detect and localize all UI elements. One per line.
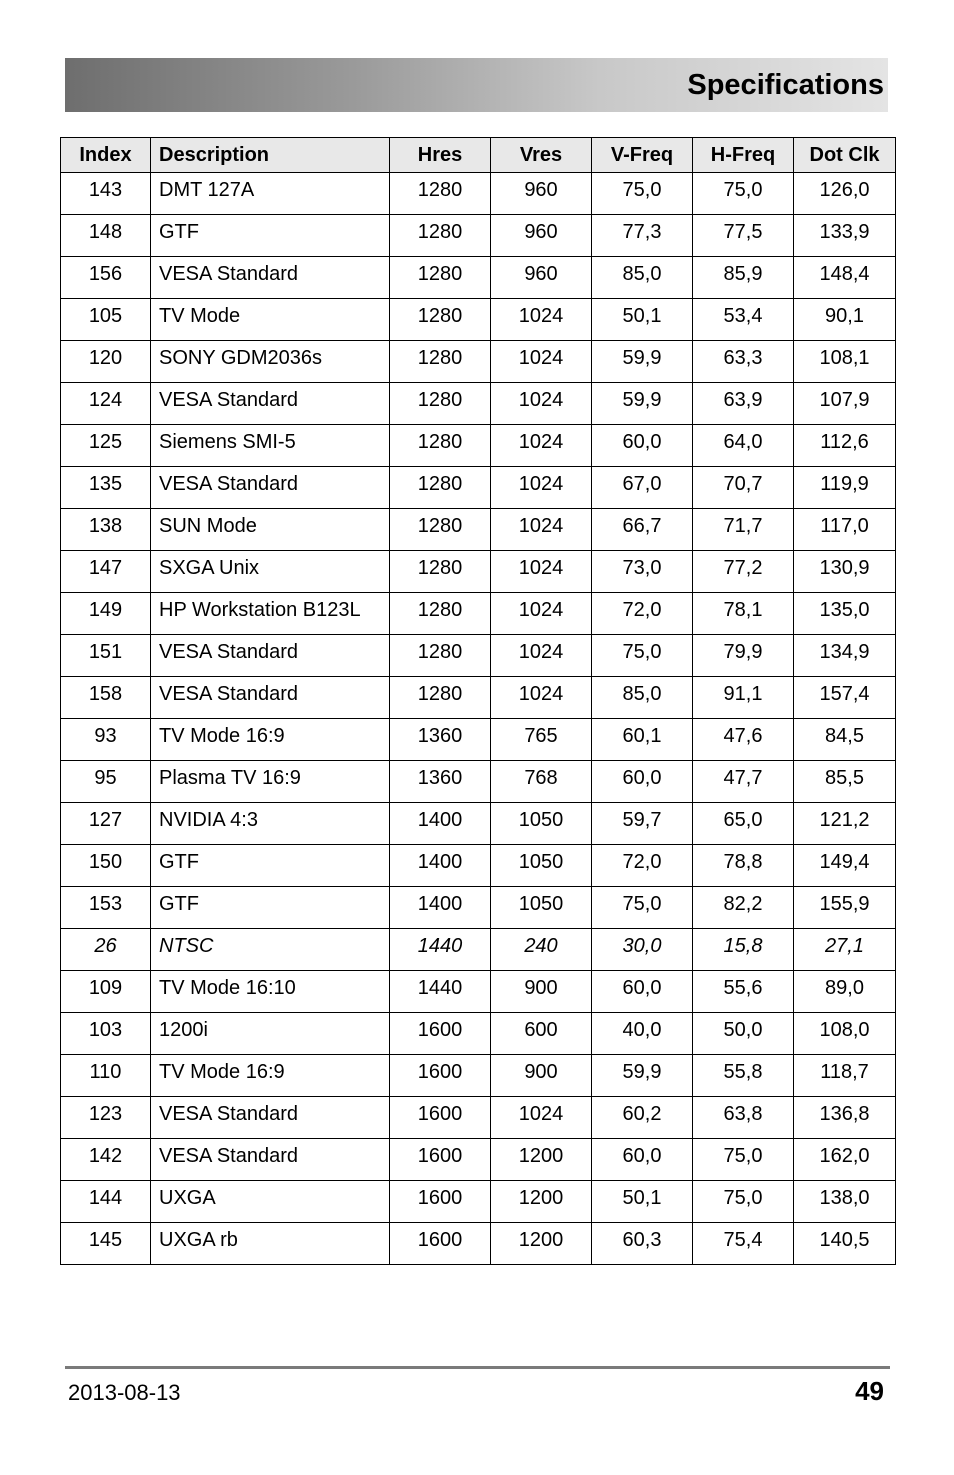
column-header-hfreq: H-Freq — [693, 138, 794, 173]
cell-description: TV Mode — [151, 299, 390, 341]
column-header-vfreq: V-Freq — [592, 138, 693, 173]
cell-vres: 1024 — [491, 383, 592, 425]
cell-vres: 1050 — [491, 887, 592, 929]
cell-index: 124 — [61, 383, 151, 425]
cell-hres: 1600 — [390, 1181, 491, 1223]
cell-hres: 1280 — [390, 341, 491, 383]
cell-vres: 765 — [491, 719, 592, 761]
cell-index: 147 — [61, 551, 151, 593]
cell-dotclk: 133,9 — [794, 215, 896, 257]
cell-vfreq: 59,9 — [592, 341, 693, 383]
cell-dotclk: 121,2 — [794, 803, 896, 845]
cell-index: 144 — [61, 1181, 151, 1223]
cell-hres: 1280 — [390, 593, 491, 635]
cell-hres: 1600 — [390, 1055, 491, 1097]
cell-vres: 1024 — [491, 467, 592, 509]
column-header-vres: Vres — [491, 138, 592, 173]
cell-hfreq: 77,2 — [693, 551, 794, 593]
cell-dotclk: 108,0 — [794, 1013, 896, 1055]
table-row — [61, 929, 896, 971]
cell-hfreq: 64,0 — [693, 425, 794, 467]
cell-index: 151 — [61, 635, 151, 677]
cell-hres: 1400 — [390, 845, 491, 887]
cell-vfreq: 40,0 — [592, 1013, 693, 1055]
cell-hfreq: 50,0 — [693, 1013, 794, 1055]
cell-description: SXGA Unix — [151, 551, 390, 593]
table-row — [61, 383, 896, 425]
table-row — [61, 551, 896, 593]
cell-vfreq: 67,0 — [592, 467, 693, 509]
table-row — [61, 677, 896, 719]
table-row — [61, 1013, 896, 1055]
cell-description: HP Workstation B123L — [151, 593, 390, 635]
cell-vres: 900 — [491, 971, 592, 1013]
cell-index: 110 — [61, 1055, 151, 1097]
cell-vres: 900 — [491, 1055, 592, 1097]
footer-rule — [65, 1366, 890, 1369]
cell-hfreq: 47,7 — [693, 761, 794, 803]
cell-index: 95 — [61, 761, 151, 803]
cell-index: 143 — [61, 173, 151, 215]
cell-hres: 1280 — [390, 299, 491, 341]
cell-description: GTF — [151, 887, 390, 929]
table-row — [61, 1181, 896, 1223]
cell-vfreq: 60,1 — [592, 719, 693, 761]
cell-index: 93 — [61, 719, 151, 761]
cell-index: 149 — [61, 593, 151, 635]
cell-hres: 1360 — [390, 719, 491, 761]
cell-vres: 1050 — [491, 845, 592, 887]
cell-hres: 1280 — [390, 677, 491, 719]
cell-hres: 1280 — [390, 467, 491, 509]
table-body — [61, 173, 896, 1265]
cell-dotclk: 84,5 — [794, 719, 896, 761]
cell-vres: 1024 — [491, 509, 592, 551]
cell-index: 156 — [61, 257, 151, 299]
cell-hfreq: 63,8 — [693, 1097, 794, 1139]
cell-hfreq: 75,0 — [693, 1181, 794, 1223]
table-row — [61, 215, 896, 257]
table-row — [61, 593, 896, 635]
cell-description: UXGA rb — [151, 1223, 390, 1265]
cell-dotclk: 162,0 — [794, 1139, 896, 1181]
table-row — [61, 971, 896, 1013]
table-row — [61, 509, 896, 551]
cell-dotclk: 134,9 — [794, 635, 896, 677]
table-row — [61, 299, 896, 341]
cell-hfreq: 77,5 — [693, 215, 794, 257]
cell-hres: 1600 — [390, 1013, 491, 1055]
cell-vfreq: 60,2 — [592, 1097, 693, 1139]
table-row — [61, 719, 896, 761]
cell-hfreq: 70,7 — [693, 467, 794, 509]
cell-description: GTF — [151, 215, 390, 257]
cell-index: 145 — [61, 1223, 151, 1265]
cell-hfreq: 85,9 — [693, 257, 794, 299]
cell-description: VESA Standard — [151, 383, 390, 425]
table-row — [61, 467, 896, 509]
cell-description: TV Mode 16:10 — [151, 971, 390, 1013]
cell-dotclk: 136,8 — [794, 1097, 896, 1139]
cell-vres: 960 — [491, 173, 592, 215]
cell-index: 142 — [61, 1139, 151, 1181]
cell-hres: 1280 — [390, 173, 491, 215]
cell-description: SONY GDM2036s — [151, 341, 390, 383]
cell-index: 150 — [61, 845, 151, 887]
cell-hres: 1280 — [390, 425, 491, 467]
cell-dotclk: 138,0 — [794, 1181, 896, 1223]
cell-hfreq: 91,1 — [693, 677, 794, 719]
cell-hres: 1440 — [390, 971, 491, 1013]
cell-description: UXGA — [151, 1181, 390, 1223]
cell-description: GTF — [151, 845, 390, 887]
table-row — [61, 341, 896, 383]
cell-index: 120 — [61, 341, 151, 383]
cell-vfreq: 75,0 — [592, 173, 693, 215]
column-header-index: Index — [61, 138, 151, 173]
cell-vres: 1024 — [491, 635, 592, 677]
cell-vfreq: 60,0 — [592, 761, 693, 803]
cell-vfreq: 50,1 — [592, 299, 693, 341]
cell-dotclk: 126,0 — [794, 173, 896, 215]
cell-vfreq: 72,0 — [592, 845, 693, 887]
cell-hfreq: 82,2 — [693, 887, 794, 929]
cell-vfreq: 59,7 — [592, 803, 693, 845]
table-row — [61, 887, 896, 929]
cell-index: 138 — [61, 509, 151, 551]
cell-description: Plasma TV 16:9 — [151, 761, 390, 803]
cell-vfreq: 60,0 — [592, 1139, 693, 1181]
cell-vres: 1024 — [491, 1097, 592, 1139]
cell-dotclk: 130,9 — [794, 551, 896, 593]
cell-hres: 1280 — [390, 215, 491, 257]
table-row — [61, 173, 896, 215]
cell-hres: 1440 — [390, 929, 491, 971]
cell-hres: 1280 — [390, 551, 491, 593]
cell-vres: 240 — [491, 929, 592, 971]
cell-dotclk: 135,0 — [794, 593, 896, 635]
cell-dotclk: 108,1 — [794, 341, 896, 383]
cell-hfreq: 63,9 — [693, 383, 794, 425]
cell-hfreq: 47,6 — [693, 719, 794, 761]
cell-description: 1200i — [151, 1013, 390, 1055]
cell-description: VESA Standard — [151, 677, 390, 719]
cell-description: DMT 127A — [151, 173, 390, 215]
cell-vfreq: 60,3 — [592, 1223, 693, 1265]
cell-hfreq: 79,9 — [693, 635, 794, 677]
cell-index: 135 — [61, 467, 151, 509]
cell-dotclk: 149,4 — [794, 845, 896, 887]
cell-hfreq: 75,0 — [693, 1139, 794, 1181]
cell-description: VESA Standard — [151, 635, 390, 677]
cell-hfreq: 55,6 — [693, 971, 794, 1013]
cell-description: VESA Standard — [151, 467, 390, 509]
column-header-dotclk: Dot Clk — [794, 138, 896, 173]
cell-description: NVIDIA 4:3 — [151, 803, 390, 845]
cell-vfreq: 50,1 — [592, 1181, 693, 1223]
cell-description: TV Mode 16:9 — [151, 719, 390, 761]
cell-hres: 1600 — [390, 1139, 491, 1181]
cell-index: 109 — [61, 971, 151, 1013]
cell-index: 125 — [61, 425, 151, 467]
cell-vfreq: 60,0 — [592, 971, 693, 1013]
table-row — [61, 635, 896, 677]
cell-dotclk: 117,0 — [794, 509, 896, 551]
cell-hfreq: 78,1 — [693, 593, 794, 635]
cell-hfreq: 65,0 — [693, 803, 794, 845]
table-row — [61, 257, 896, 299]
table-row — [61, 1139, 896, 1181]
cell-hfreq: 63,3 — [693, 341, 794, 383]
cell-dotclk: 90,1 — [794, 299, 896, 341]
cell-hfreq: 75,4 — [693, 1223, 794, 1265]
cell-dotclk: 155,9 — [794, 887, 896, 929]
cell-dotclk: 27,1 — [794, 929, 896, 971]
cell-vres: 960 — [491, 257, 592, 299]
cell-dotclk: 112,6 — [794, 425, 896, 467]
cell-vfreq: 59,9 — [592, 383, 693, 425]
cell-vfreq: 60,0 — [592, 425, 693, 467]
cell-vres: 960 — [491, 215, 592, 257]
cell-hres: 1360 — [390, 761, 491, 803]
cell-dotclk: 148,4 — [794, 257, 896, 299]
cell-hfreq: 15,8 — [693, 929, 794, 971]
cell-description: SUN Mode — [151, 509, 390, 551]
cell-index: 158 — [61, 677, 151, 719]
cell-dotclk: 85,5 — [794, 761, 896, 803]
cell-dotclk: 107,9 — [794, 383, 896, 425]
cell-hfreq: 71,7 — [693, 509, 794, 551]
cell-vfreq: 75,0 — [592, 635, 693, 677]
cell-hres: 1600 — [390, 1097, 491, 1139]
column-header-hres: Hres — [390, 138, 491, 173]
page-title: Specifications — [687, 69, 884, 101]
footer-date: 2013-08-13 — [68, 1380, 181, 1405]
cell-vres: 1200 — [491, 1223, 592, 1265]
spec-table — [60, 137, 896, 1265]
cell-vfreq: 75,0 — [592, 887, 693, 929]
table-row — [61, 761, 896, 803]
cell-vfreq: 77,3 — [592, 215, 693, 257]
cell-index: 26 — [61, 929, 151, 971]
cell-hres: 1280 — [390, 383, 491, 425]
cell-vres: 1024 — [491, 593, 592, 635]
table-row — [61, 425, 896, 467]
cell-hres: 1280 — [390, 509, 491, 551]
cell-hfreq: 53,4 — [693, 299, 794, 341]
cell-vres: 1024 — [491, 551, 592, 593]
cell-hres: 1280 — [390, 257, 491, 299]
cell-hfreq: 75,0 — [693, 173, 794, 215]
cell-dotclk: 157,4 — [794, 677, 896, 719]
cell-vfreq: 59,9 — [592, 1055, 693, 1097]
cell-vres: 1200 — [491, 1181, 592, 1223]
cell-vres: 1024 — [491, 677, 592, 719]
cell-vfreq: 85,0 — [592, 677, 693, 719]
cell-index: 127 — [61, 803, 151, 845]
cell-vres: 600 — [491, 1013, 592, 1055]
cell-dotclk: 89,0 — [794, 971, 896, 1013]
cell-index: 153 — [61, 887, 151, 929]
table-row — [61, 1055, 896, 1097]
cell-vfreq: 73,0 — [592, 551, 693, 593]
cell-vres: 1024 — [491, 425, 592, 467]
cell-hres: 1400 — [390, 803, 491, 845]
cell-hres: 1600 — [390, 1223, 491, 1265]
header-band — [65, 58, 888, 112]
page-number: 49 — [855, 1376, 884, 1406]
cell-dotclk: 140,5 — [794, 1223, 896, 1265]
cell-hres: 1400 — [390, 887, 491, 929]
cell-vres: 1024 — [491, 341, 592, 383]
cell-description: TV Mode 16:9 — [151, 1055, 390, 1097]
table-row — [61, 803, 896, 845]
cell-description: Siemens SMI-5 — [151, 425, 390, 467]
cell-hfreq: 55,8 — [693, 1055, 794, 1097]
cell-vres: 768 — [491, 761, 592, 803]
cell-vfreq: 30,0 — [592, 929, 693, 971]
cell-index: 123 — [61, 1097, 151, 1139]
cell-vfreq: 72,0 — [592, 593, 693, 635]
cell-vres: 1050 — [491, 803, 592, 845]
cell-index: 103 — [61, 1013, 151, 1055]
cell-dotclk: 118,7 — [794, 1055, 896, 1097]
cell-hres: 1280 — [390, 635, 491, 677]
cell-index: 105 — [61, 299, 151, 341]
cell-vres: 1200 — [491, 1139, 592, 1181]
cell-index: 148 — [61, 215, 151, 257]
cell-vfreq: 85,0 — [592, 257, 693, 299]
table-header-row — [61, 138, 896, 173]
cell-description: VESA Standard — [151, 1097, 390, 1139]
table-row — [61, 1097, 896, 1139]
cell-description: VESA Standard — [151, 1139, 390, 1181]
cell-description: VESA Standard — [151, 257, 390, 299]
cell-description: NTSC — [151, 929, 390, 971]
cell-vres: 1024 — [491, 299, 592, 341]
cell-hfreq: 78,8 — [693, 845, 794, 887]
cell-vfreq: 66,7 — [592, 509, 693, 551]
column-header-description: Description — [151, 138, 390, 173]
cell-dotclk: 119,9 — [794, 467, 896, 509]
table-row — [61, 845, 896, 887]
table-row — [61, 1223, 896, 1265]
